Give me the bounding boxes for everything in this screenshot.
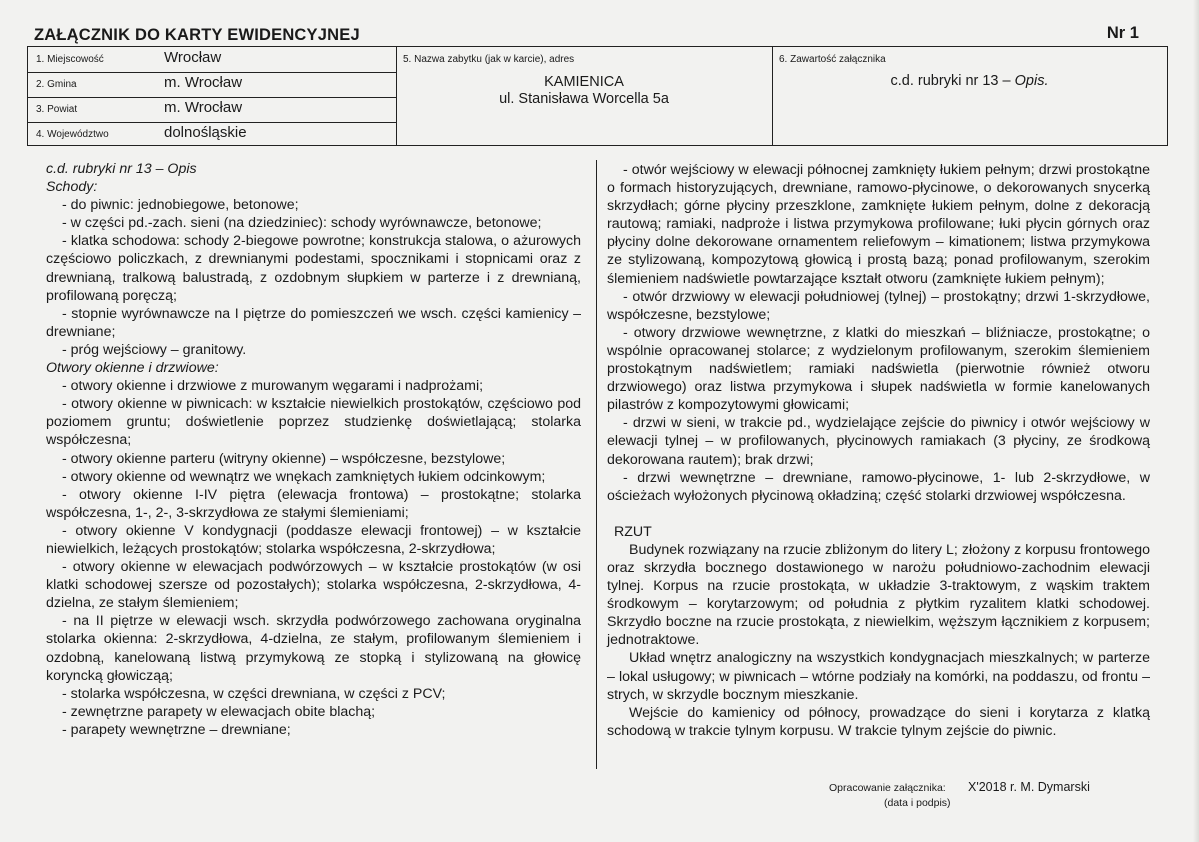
paragraph: - otwór drzwiowy w elewacji południowej (tylnej) – prostokątny; drzwi 1-skrzydłowe, współczesne, bezstylowe; (607, 288, 1150, 323)
field-label: 1. Miejscowość (36, 54, 104, 65)
paragraph: - do piwnic: jednobiegowe, betonowe; (62, 197, 299, 214)
document-title: ZAŁĄCZNIK DO KARTY EWIDENCYJNEJ (34, 26, 360, 44)
paragraph: - drzwi w sieni, w trakcie pd., wydzielające zejście do piwnicy i otwór wejściowy w elewacji tylnej – w profilowanych, płycinowych ramiakach (3 płyciny, ze środkową dekorowana rautem); brak drzwi; (607, 415, 1150, 468)
location-block (28, 47, 397, 145)
paragraph: - klatka schodowa: schody 2-biegowe powrotne; konstrukcja stalowa, o ażurowych częściowo policzkach, z drewnianymi podestami, spocznikami i stopnicami oraz z drewnianą, tralkową balustradą, z ozdobnym słupkiem w parterze i z drewnianą, profilowaną poręczą; (46, 233, 581, 304)
paragraph: - otwory drzwiowe wewnętrzne, z klatki do mieszkań – bliźniacze, prostokątne; o wspólnie opracowanej stolarce; z wydzielonym profilowanym, szerokim ślemieniem prostokątnym nadświetlem; ramiaki nadświetla (pierwotnie również otworu drzwiowego) oraz listwa przymykowa i słupek nadświetla w formie kanelowanych pilastrów z kompozytowymi głowicami; (607, 324, 1150, 414)
paragraph: - parapety wewnętrzne – drewniane; (62, 721, 291, 738)
field-row-locality (28, 47, 396, 73)
description-left-column (46, 160, 581, 739)
field-value: m. Wrocław (164, 74, 243, 91)
paragraph: - otwory okienne I-IV piętra (elewacja frontowa) – prostokątne; stolarka współczesna, 1-, 2-, 3-skrzydłowa ze stałymi ślemieniami; (46, 486, 581, 521)
paragraph: - otwory okienne V kondygnacji (poddasze elewacji frontowej) – w kształcie niewielkich, leżących prostokątów; stolarka współczesna, 2-skrzydłowa; (46, 522, 581, 557)
paragraph: Wejście do kamienicy od północy, prowadzące do sieni i korytarza z klatką schodową w trakcie tylnym korpusu. W trakcie tylnym zejście do piwnic. (607, 704, 1150, 739)
contents-value-text: c.d. rubryki nr 13 – (890, 73, 1015, 89)
monument-address: ul. Stanisława Worcella 5a (499, 91, 669, 107)
paragraph: Budynek rozwiązany na rzucie zbliżonym do litery L; złożony z korpusu frontowego oraz skrzydła bocznego dostawionego w narożu południowo-zachodnim elewacji tylnej. Korpus na rzucie prostokąta, w układzie 3-traktowym, z wąskim traktem środkowym – korytarzowym; od południa z płytkim ryzalitem klatki schodowej. Skrzydło boczne na rzucie prostokąta, z niewielkim, węższym łącznikiem z korpusem; jednotraktowe. (607, 541, 1150, 649)
footer-sublabel: (data i podpis) (884, 797, 951, 809)
paragraph: - stolarka współczesna, w części drewniana, w części z PCV; (62, 685, 446, 702)
paragraph: - otwory okienne w elewacjach podwórzowych – w kształcie prostokątów (w osi klatki schodowej szersze od pozostałych); stolarka współczesna, 2-skrzydłowa, 4-dzielna, ze stałym ślemieniem; (46, 559, 581, 612)
paragraph: - w części pd.-zach. sieni (na dziedziniec): schody wyrównawcze, betonowe; (62, 215, 542, 232)
contents-block (772, 47, 1167, 145)
paragraph: - próg wejściowy – granitowy. (62, 341, 247, 358)
paragraph-gap (607, 505, 1150, 523)
paragraph: - otwór wejściowy w elewacji północnej zamknięty łukiem pełnym; drzwi prostokątne o formach historyzujących, drewniane, ramowo-płycinowe, o dekorowanych snycerką skrzydłach; górne płyciny przeszklone, zamknięte łukiem pełnym, dolne z dekoracją rautową; ramiaki, nadproże i listwa przymykowa profilowane; łuki płycin górnych oraz płyciny dolne dekorowane ornamentem reliefowym – kimationem; listwa przymykowa ze stylizowaną, kompozytową głowicą i prostą bazą; ponad profilowanym, szerokim ślemieniem nadświetle powtarzające kształt otworu (zamknięte łukiem pełnym); (607, 162, 1150, 287)
field-label: 2. Gmina (36, 79, 77, 90)
paragraph: - drzwi wewnętrzne – drewniane, ramowo-płycinowe, 1- lub 2-skrzydłowe, w ościeżach wyłożonych płycinową okładziną; część stolarki drzwiowej współczesna. (607, 469, 1150, 504)
paragraph: - na II piętrze w elewacji wsch. skrzydła podwórzowego zachowana oryginalna stolarka okienna: 2-skrzydłowa, 4-dzielna, ze stałym, profilowanym ślemieniem i ozdobną, kanelowaną listwą przymykową ze stopką i stylizowaną na głowicę koryncką głowicząą; (46, 613, 581, 684)
header-table (27, 46, 1168, 146)
field-label: 3. Powiat (36, 104, 78, 115)
paragraph: - stopnie wyrównawcze na I piętrze do pomieszczeń we wsch. części kamienicy – drewniane; (46, 305, 581, 340)
paragraph: - otwory okienne parteru (witryny okienne) – współczesne, bezstylowe; (62, 450, 506, 467)
field-value: m. Wrocław (164, 99, 243, 116)
contents-value-italic: Opis. (1014, 73, 1049, 89)
footer-signature: X'2018 r. M. Dymarski (968, 780, 1090, 794)
field-value: Wrocław (164, 49, 222, 66)
contents-label: 6. Zawartość załącznika (779, 54, 886, 65)
field-label: 4. Województwo (36, 129, 109, 140)
monument-name: KAMIENICA (544, 74, 624, 90)
paragraph: RZUT (614, 523, 652, 540)
column-divider (596, 160, 597, 769)
field-row-voivodeship (28, 122, 396, 147)
paragraph: - zewnętrzne parapety w elewacjach obite blachą; (62, 703, 376, 720)
field-value: dolnośląskie (164, 124, 247, 141)
scan-edge (1193, 0, 1199, 842)
paragraph: - otwory okienne od wewnątrz we wnękach zamkniętych łukiem odcinkowym; (62, 468, 546, 485)
paragraph: Otwory okienne i drzwiowe: (46, 360, 219, 377)
paragraph: - otwory okienne i drzwiowe z murowanym węgarami i nadprożami; (62, 378, 484, 395)
document-number: Nr 1 (1106, 24, 1139, 42)
contents-value (772, 73, 1167, 89)
description-right-column (607, 161, 1150, 740)
field-row-district (28, 97, 396, 123)
monument-label: 5. Nazwa zabytku (jak w karcie), adres (403, 54, 575, 65)
paragraph: Schody: (46, 179, 98, 196)
paragraph: c.d. rubryki nr 13 – Opis (46, 161, 197, 177)
footer-label: Opracowanie załącznika: (829, 782, 946, 794)
field-row-commune (28, 72, 396, 98)
paragraph: - otwory okienne w piwnicach: w kształcie niewielkich prostokątów, częściowo pod poziomem gruntu; doświetlenie poprzez studzienkę doświetlającą; stolarka współczesna; (46, 396, 581, 449)
monument-block (396, 47, 773, 145)
paragraph: Układ wnętrz analogiczny na wszystkich kondygnacjach mieszkalnych; w parterze – lokal usługowy; w piwnicach – wtórne podziały na komórki, na poddaszu, od frontu – strych, w skrzydle bocznym mieszkanie. (607, 650, 1150, 703)
